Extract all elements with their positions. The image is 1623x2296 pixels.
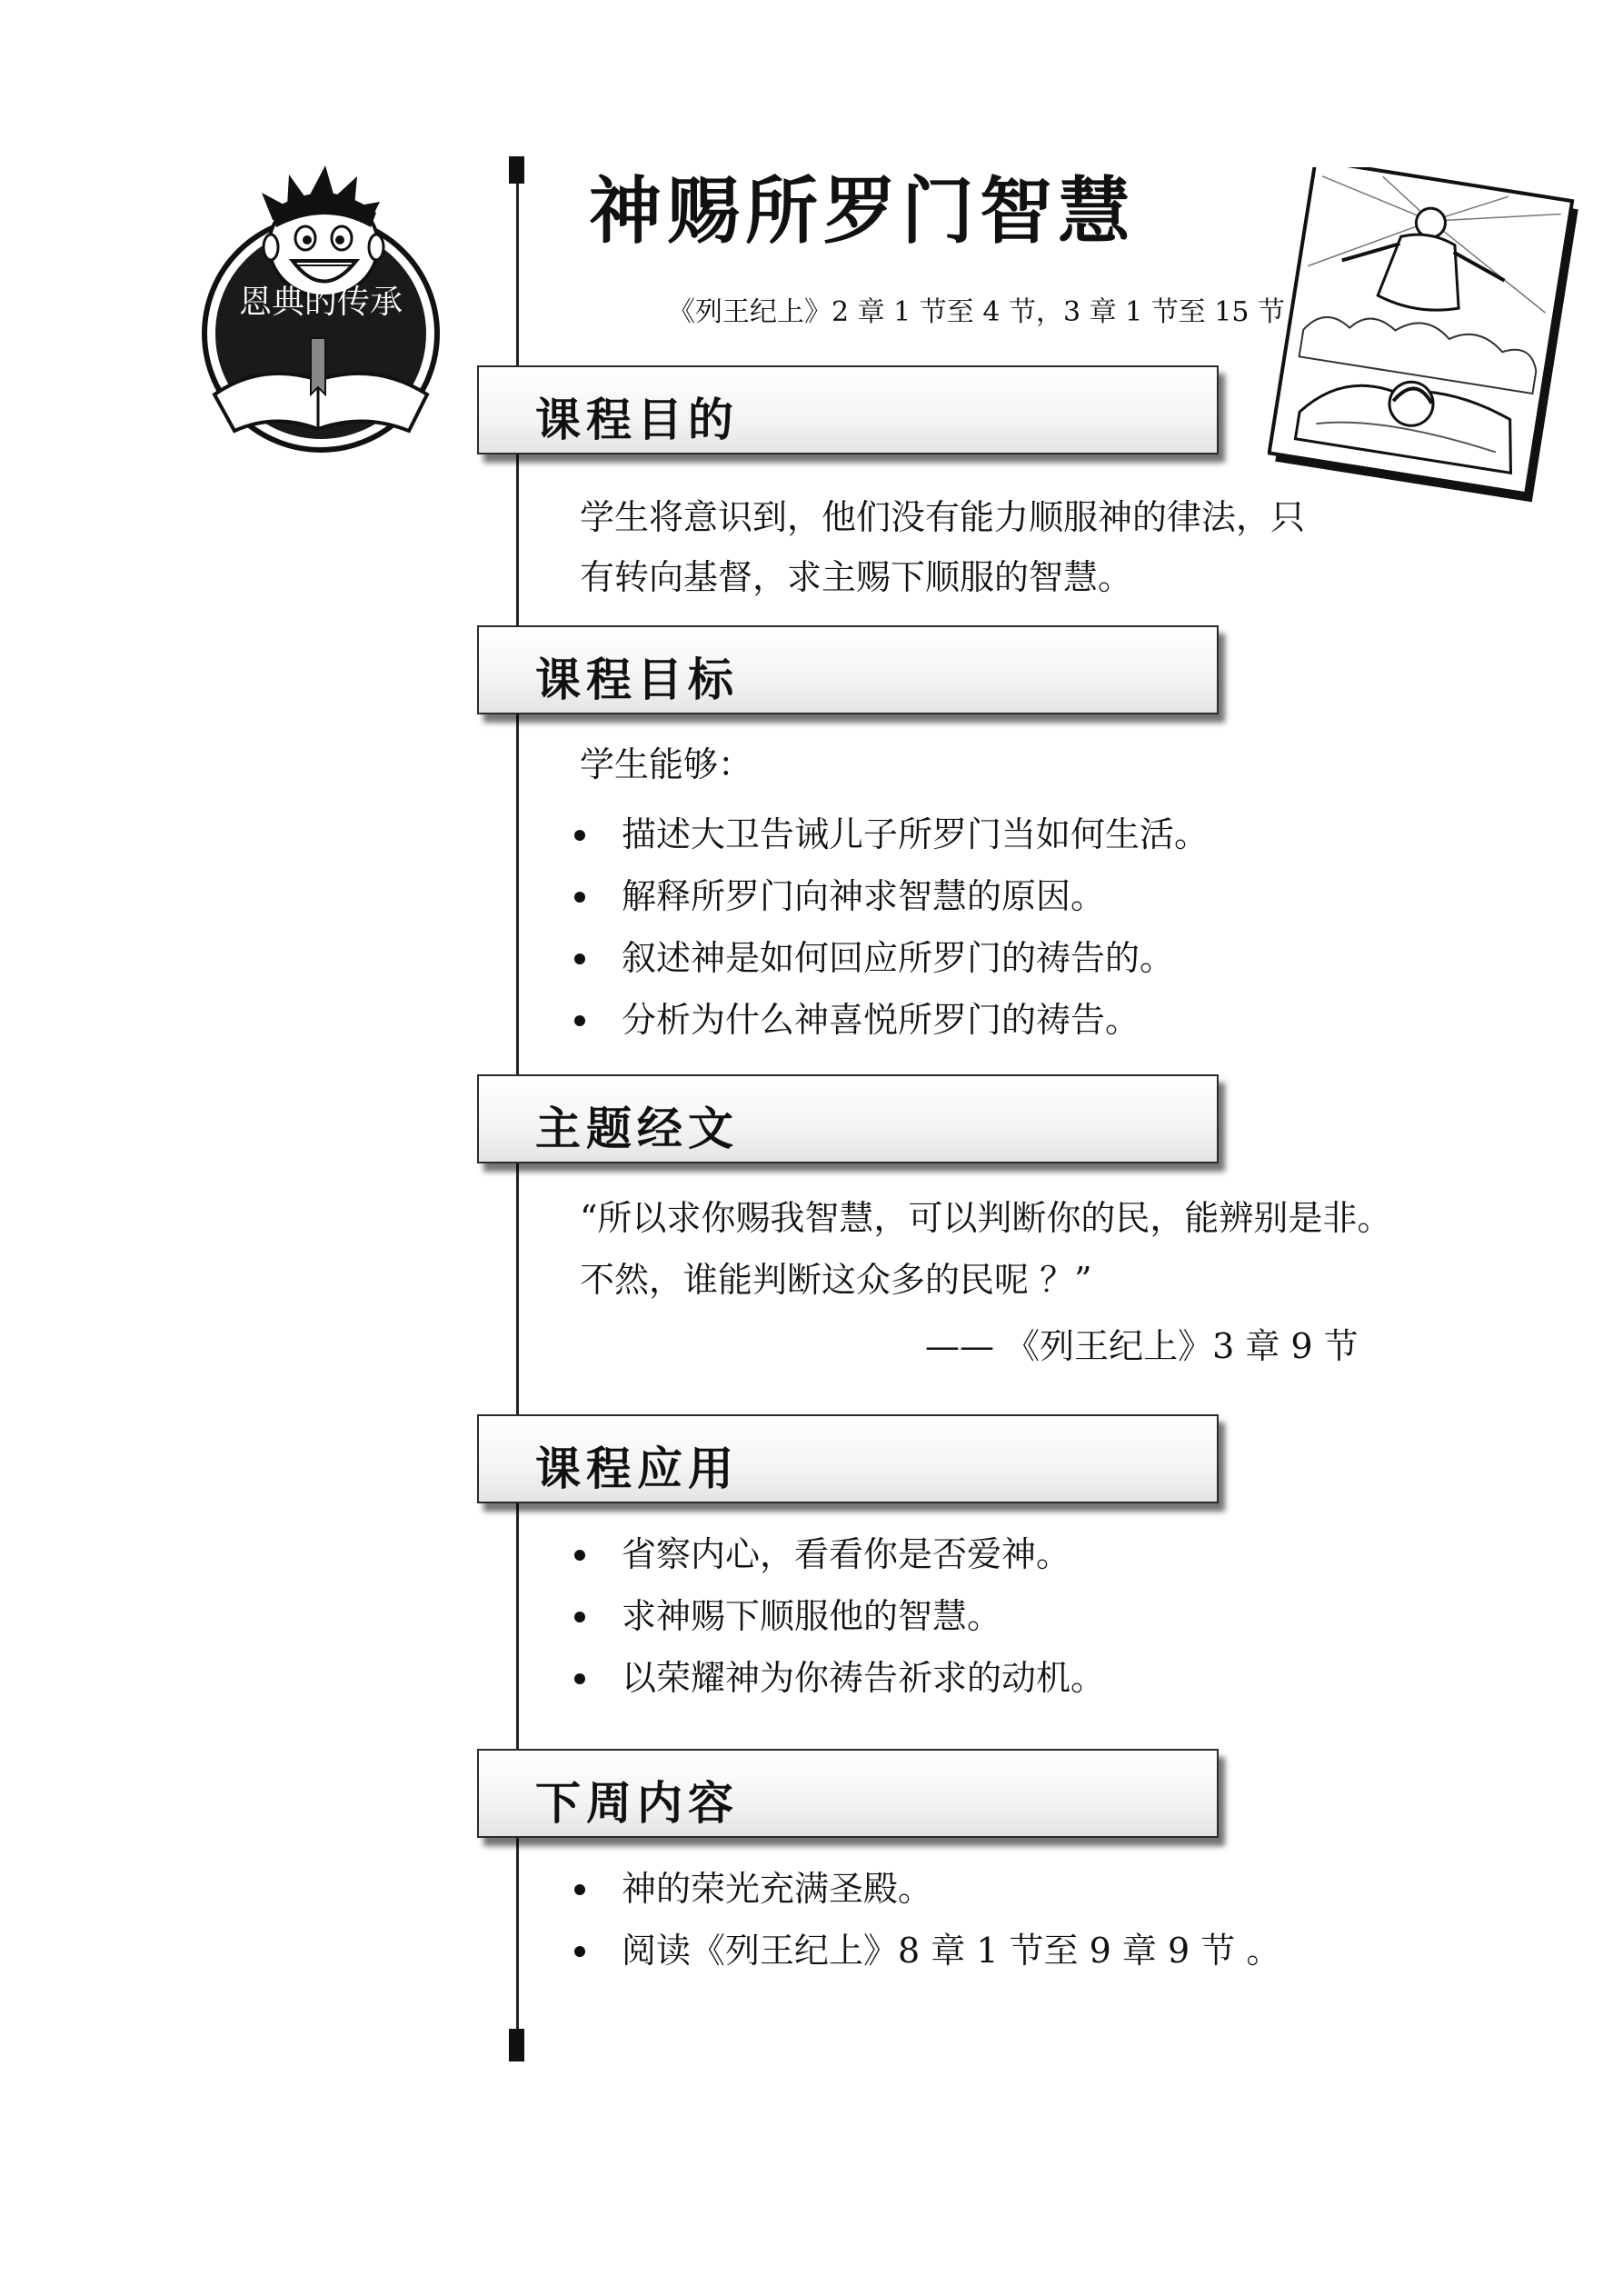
list-item: 描述大卫告诫儿子所罗门当如何生活。 (574, 804, 1209, 865)
section-header-application (477, 1414, 1219, 1503)
list-item: 阅读《列王纪上》8 章 1 节至 9 章 9 节 。 (574, 1920, 1280, 1982)
section-header-label: 课程应用 (535, 1442, 739, 1495)
section-header-objectives (477, 625, 1219, 714)
theme-verse-text (580, 1187, 1391, 1311)
section-header-next-week (477, 1749, 1219, 1838)
logo-graphic (198, 156, 443, 456)
application-list (574, 1523, 1105, 1709)
objectives-list (574, 804, 1209, 1051)
next-week-list (574, 1858, 1280, 1982)
list-item: 神的荣光充满圣殿。 (574, 1858, 1280, 1920)
purpose-text (580, 487, 1305, 607)
section-header-label: 下周内容 (535, 1777, 739, 1830)
purpose-line: 学生将意识到，他们没有能力顺服神的律法，只 (580, 497, 1306, 537)
theme-verse-line: 不然，谁能判断这众多的民呢 ？” (580, 1260, 1092, 1300)
section-header-label: 课程目标 (535, 654, 739, 706)
purpose-line: 有转向基督，求主赐下顺服的智慧。 (580, 557, 1133, 597)
section-header-theme-verse (477, 1074, 1219, 1163)
illustration-solomon-dream (1268, 167, 1586, 504)
logo-text: 恩典的传承 (238, 284, 403, 321)
list-item: 省察内心，看看你是否爱神。 (574, 1523, 1105, 1585)
list-item: 求神赐下顺服他的智慧。 (574, 1585, 1105, 1647)
section-header-label: 课程目的 (535, 394, 739, 446)
section-header-purpose (477, 365, 1219, 454)
objectives-intro: 学生能够： (580, 744, 753, 784)
list-item: 以荣耀神为你祷告祈求的动机。 (574, 1647, 1105, 1709)
timeline-bottom-marker (509, 2029, 524, 2061)
section-header-label: 主题经文 (535, 1103, 739, 1155)
page-title: 神赐所罗门智慧 (589, 169, 1136, 254)
list-item: 解释所罗门向神求智慧的原因。 (574, 865, 1209, 927)
timeline-top-marker (509, 156, 524, 184)
theme-verse-reference: —— 《列王纪上》3 章 9 节 (925, 1326, 1359, 1366)
list-item: 叙述神是如何回应所罗门的祷告的。 (574, 927, 1209, 989)
theme-verse-line: “所以求你赐我智慧，可以判断你的民，能辨别是非。 (580, 1198, 1392, 1238)
scripture-reference: 《列王纪上》2 章 1 节至 4 节，3 章 1 节至 15 节 (668, 296, 1285, 328)
logo (198, 156, 443, 456)
list-item: 分析为什么神喜悦所罗门的祷告。 (574, 989, 1209, 1051)
